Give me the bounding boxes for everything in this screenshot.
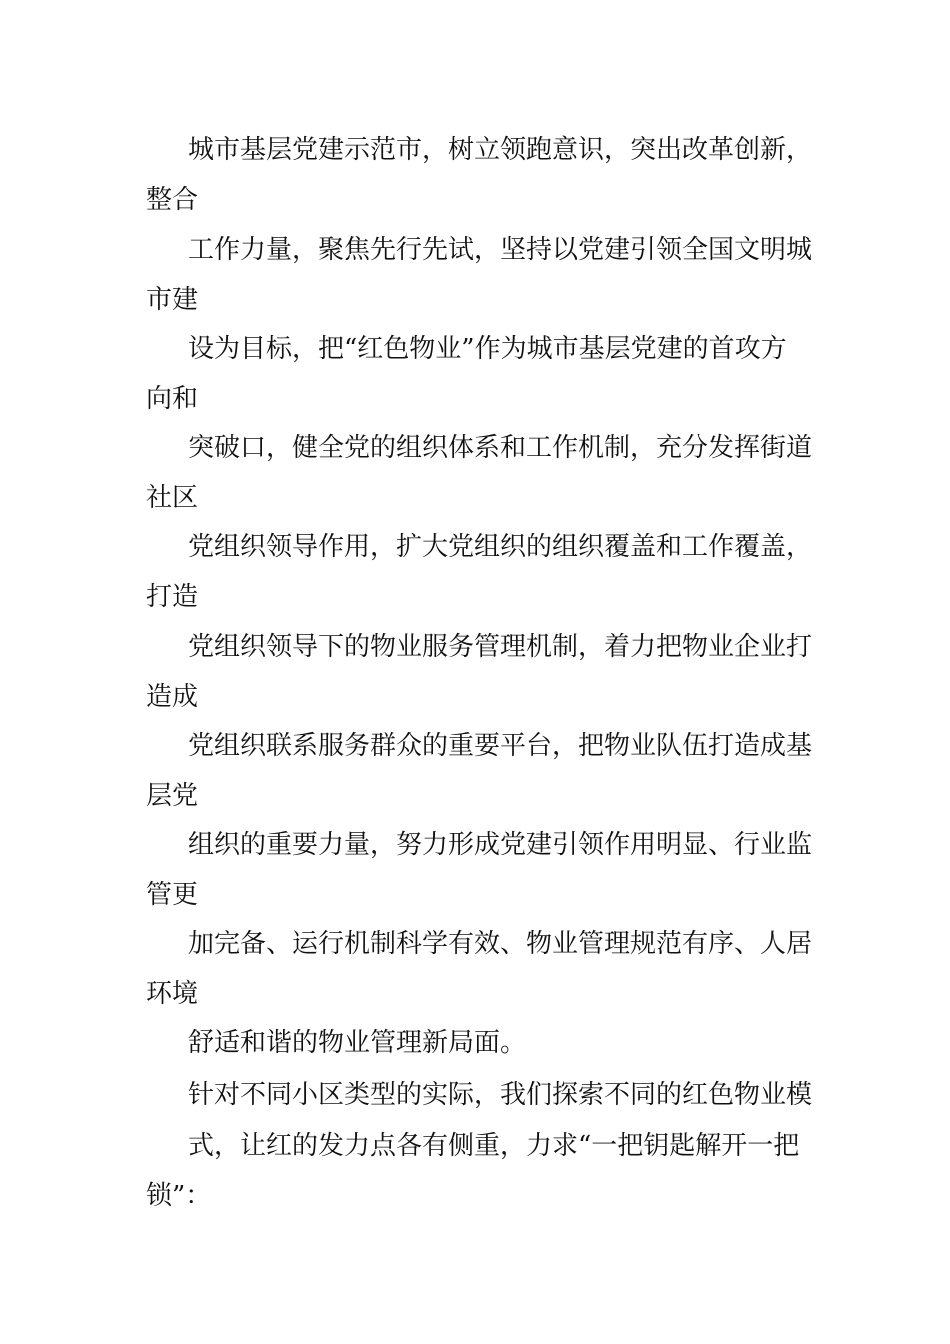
text-paragraph [146, 721, 813, 821]
paragraph-continuation: 社区 [146, 483, 199, 513]
text-paragraph [146, 820, 813, 920]
paragraph-line: 式，让红的发力点各有侧重，力求“一把钥匙解开一把 [188, 1131, 800, 1161]
text-paragraph [146, 324, 810, 424]
paragraph-line: 突破口，健全党的组织体系和工作机制，充分发挥街道 [188, 433, 813, 463]
paragraph-line: 组织的重要力量，努力形成党建引领作用明显、行业监 [188, 830, 813, 860]
paragraph-line: 党组织联系服务群众的重要平台，把物业队伍打造成基 [188, 731, 813, 761]
paragraph-continuation: 管更 [146, 880, 199, 910]
paragraph-continuation: 打造 [146, 582, 199, 612]
text-paragraph [146, 225, 813, 325]
paragraph-continuation: 市建 [146, 285, 199, 315]
text-paragraph [146, 919, 813, 1019]
paragraph-continuation: 整合 [146, 185, 199, 215]
text-paragraph [146, 1070, 813, 1120]
paragraph-line: 加完备、运行机制科学有效、物业管理规范有序、人居 [188, 929, 813, 959]
paragraph-line: 城市基层党建示范市，树立领跑意识，突出改革创新， [188, 135, 813, 165]
text-paragraph [146, 522, 813, 622]
paragraph-continuation: 环境 [146, 979, 199, 1009]
text-paragraph [146, 125, 813, 225]
paragraph-line: 舒适和谐的物业管理新局面。 [188, 1028, 527, 1058]
paragraph-line: 党组织领导下的物业服务管理机制，着力把物业企业打 [188, 632, 813, 662]
text-paragraph [146, 1018, 810, 1068]
paragraph-line: 党组织领导作用，扩大党组织的组织覆盖和工作覆盖， [188, 532, 813, 562]
text-paragraph [146, 423, 813, 523]
text-paragraph [146, 622, 813, 722]
paragraph-line: 设为目标，把“红色物业”作为城市基层党建的首攻方 [188, 334, 787, 364]
paragraph-continuation: 锁”： [146, 1181, 212, 1211]
paragraph-continuation: 层党 [146, 781, 199, 811]
paragraph-line: 针对不同小区类型的实际，我们探索不同的红色物业模 [188, 1080, 813, 1110]
paragraph-continuation: 造成 [146, 682, 199, 712]
paragraph-continuation: 向和 [146, 384, 199, 414]
text-paragraph [146, 1121, 810, 1221]
paragraph-line: 工作力量，聚焦先行先试，坚持以党建引领全国文明城 [188, 235, 813, 265]
